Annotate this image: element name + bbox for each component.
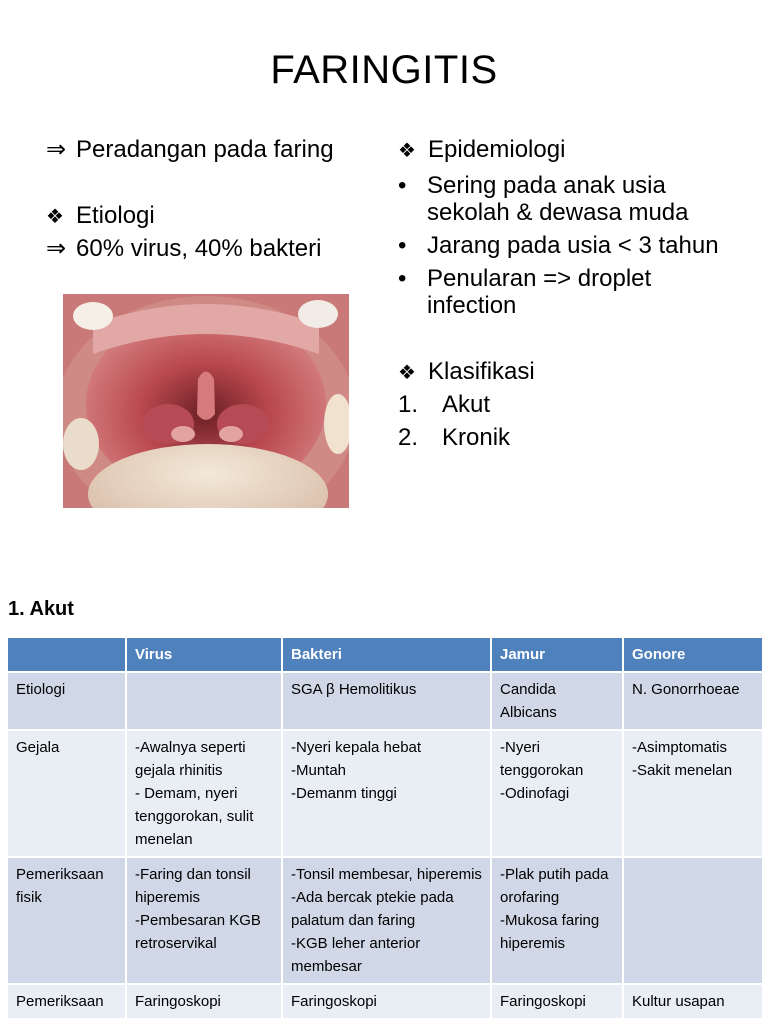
table-cell [126,672,282,730]
table-cell: Faringoskopi [282,984,491,1019]
left-column [46,133,386,265]
table-cell: Faringoskopi [491,984,623,1019]
table-row [7,857,763,984]
table-cell: -Awalnya seperti gejala rhinitis - Demam, nyeri tenggorokan, sulit menelan [126,730,282,857]
diamond-bullet-icon: ❖ [398,362,416,384]
table-cell: N. Gonorrhoeae [623,672,763,730]
bullet-dot-icon: • [398,172,407,199]
table-row [7,672,763,730]
table-row [7,730,763,857]
table-cell: -Nyeri tenggorokan -Odinofagi [491,730,623,857]
klasifikasi-item-text: Akut [442,391,491,418]
table-cell: Candida Albicans [491,672,623,730]
bullet-dot-icon: • [398,232,407,259]
klasifikasi-item-text: Kronik [442,424,511,451]
diamond-bullet-icon: ❖ [398,140,416,162]
table-cell: -Plak putih pada orofaring -Mukosa faring hiperemis [491,857,623,984]
section-label: 1. Akut [8,598,74,620]
epidemiologi-item [398,265,738,319]
epidemiologi-item-text: Penularan => droplet infection [427,265,652,319]
bullet-dot-icon: • [398,265,407,292]
klasifikasi-heading [398,355,738,388]
header-cell: Gonore [623,637,763,672]
etiologi-heading [46,199,386,232]
definition-text: Peradangan pada faring [76,136,334,163]
table-cell: -Tonsil membesar, hiperemis -Ada bercak ptekie pada palatum dan faring -KGB leher anterior membesar [282,857,491,984]
klasifikasi-item [398,388,738,421]
list-number: 2. [398,424,419,451]
row-label-cell: Pemeriksaan [7,984,126,1019]
row-label-cell: Pemeriksaan fisik [7,857,126,984]
slide-title: FARINGITIS [270,48,498,92]
list-number: 1. [398,391,419,418]
etiologi-line [46,232,386,265]
header-cell: Virus [126,637,282,672]
header-cell: Bakteri [282,637,491,672]
etiologi-text: 60% virus, 40% bakteri [76,235,322,262]
right-column [398,133,738,454]
epidemiologi-item [398,172,738,226]
table-cell [623,857,763,984]
table-cell: -Nyeri kepala hebat -Muntah -Demanm tinggi [282,730,491,857]
klasifikasi-heading-text: Klasifikasi [428,358,535,385]
implies-arrow-icon: ⇒ [46,235,67,262]
header-cell [7,637,126,672]
epidemiologi-heading-text: Epidemiologi [428,136,566,163]
klasifikasi-item [398,421,738,454]
epidemiologi-item-text: Sering pada anak usia sekolah & dewasa muda [427,172,689,226]
table-header-row [7,637,763,672]
table-cell: -Faring dan tonsil hiperemis -Pembesaran KGB retroservikal [126,857,282,984]
throat-photo-icon [63,294,349,508]
epidemiologi-item-text: Jarang pada usia < 3 tahun [427,232,719,259]
table-cell: Faringoskopi [126,984,282,1019]
definition-line [46,133,386,166]
implies-arrow-icon: ⇒ [46,136,67,163]
diamond-bullet-icon: ❖ [46,206,64,228]
epidemiologi-heading [398,133,738,166]
akut-table [6,636,764,1020]
row-label-cell: Gejala [7,730,126,857]
epidemiologi-item [398,232,738,259]
table-cell: SGA β Hemolitikus [282,672,491,730]
table-cell: Kultur usapan [623,984,763,1019]
table-cell: -Asimptomatis -Sakit menelan [623,730,763,857]
row-label-cell: Etiologi [7,672,126,730]
etiologi-heading-text: Etiologi [76,202,155,229]
table-row [7,984,763,1019]
header-cell: Jamur [491,637,623,672]
